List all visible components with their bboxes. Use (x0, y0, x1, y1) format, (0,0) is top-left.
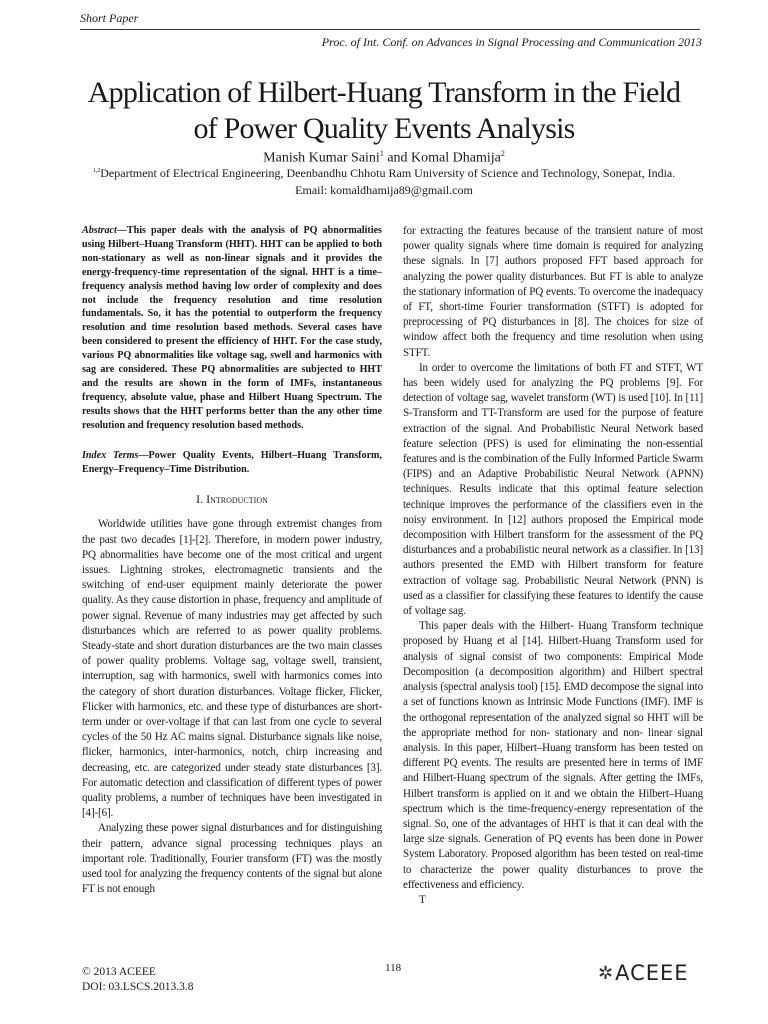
intro-paragraph-1: Worldwide utilities have gone through extremist changes from the past two decades [1]-[2]. Therefore, in modern power industry, PQ abnormalities have become one of the most critical and urgent issues. Lightning strokes, electromagnetic transients and the switching of end-user equipment mainly deteriorate the power quality. As they cause distortion in phase, frequency and amplitude of power signal. Revenue of many industries may get affected by such disturbances which are referred to as power quality problems. Steady-state and short duration disturbances are the two main classes of power quality problems. Voltage sag, voltage swell, transient, interruption, sag with harmonics, swell with harmonics comes into the category of short duration disturbances. Voltage flicker, Flicker, Flicker with harmonics, etc. and these type of disturbances are short-term under or over-voltage if that can last from one cycle to several cycles of the 50 Hz AC mains signal. Disturbance signals like noise, flicker, harmonics, inter-harmonics, notch, chirp increasing and decreasing, etc. are categorized under steady state disturbances [3]. For automatic detection and classification of different types of power quality problems, a number of techniques have been investigated in [4]-[6]. (82, 518, 382, 820)
section-heading-introduction: I. Introduction (196, 492, 268, 507)
index-terms-paragraph (82, 449, 382, 477)
author-1-sup: 1 (379, 149, 384, 158)
body-paragraph-2: In order to overcome the limitations of both FT and STFT, WT has been widely used for analyzing the PQ problems [9]. For detection of voltage sag, wavelet transform (WT) is used [10]. In [11] S-Transform and TT-Transform are used for the purpose of feature extraction of the signal. And Probabilistic Neural Network based feature selection (PFS) is used for eliminating the non-essential features and is the combination of the Fully Informed Particle Swarm (FIPS) and an Adaptive Probabilistic Neural Network (APNN) techniques. Results indicate that this optimal feature selection technique improves the performance of the classifiers even in the noisy environment. In [12] authors proposed the Empirical mode decomposition with Hilbert transform for the assessment of the PQ disturbances and a probabilistic neural network as a classifier. In [13] authors presented the EMD with Hilbert transform for feature extraction of voltage sag. Probabilistic Neural Network (PNN) is used as a classifier for classifying these features to identify the cause of voltage sag. (403, 361, 703, 618)
affiliation-sup: 1,2 (92, 168, 101, 174)
aceee-logo (598, 960, 689, 986)
aceee-star-icon: ✲ (598, 962, 614, 984)
title-line-1: Application of Hilbert-Huang Transform in the Field (87, 76, 681, 109)
doi-text: DOI: 03.LSCS.2013.3.8 (82, 981, 194, 993)
abstract-paragraph (82, 224, 382, 433)
header-label: Short Paper (80, 11, 139, 25)
left-column (82, 224, 382, 897)
affiliation-text: Department of Electrical Engineering, Deenbandhu Chhotu Ram University of Science and Technology, Sonepat, India. (100, 166, 676, 180)
aceee-logo-text: ACEEE (615, 961, 689, 985)
header-rule (80, 29, 700, 30)
author-joiner: and (383, 150, 412, 166)
right-column (403, 224, 703, 908)
title-line-2: of Power Quality Events Analysis (193, 112, 575, 145)
page-number: 118 (385, 962, 402, 974)
body-paragraph-continued: for extracting the features because of the transient nature of most power quality signals where time domain is required for analyzing these signals. In [7] authors proposed FFT based approach for analyzing the power quality disturbances. But FT is able to analyze the stationary information of PQ events. To overcome the inadequacy of FT, short-time Fourier transformation (STFT) is adopted for preprocessing of PQ disturbances in [8]. The choices for size of window affect both the frequency and time resolution when using STFT. (403, 225, 703, 359)
paper-title (40, 75, 728, 147)
index-terms-text: —Power Quality Events, Hilbert–Huang Transform, Energy–Frequency–Time Distribution. (82, 449, 382, 475)
copyright-text: © 2013 ACEEE (82, 966, 156, 978)
index-terms-lead: Index Terms (82, 449, 139, 461)
proceedings-line: Proc. of Int. Conf. on Advances in Signal Processing and Communication 2013 (321, 35, 702, 49)
body-paragraph-3: This paper deals with the Hilbert- Huang Transform technique proposed by Huang et al [14]. Hilbert-Huang Transform used for analysis of signal consist of two components: Empirical Mode Decomposition (a decomposition algorithm) and Hilbert spectral analysis (spectral analysis tool) [15]. EMD decompose the signal into a set of functions known as Intrinsic Mode Functions (IMF). IMF is the orthogonal representation of the analyzed signal so HHT will be the appropriate method for non- stationary and non- linear signal analysis. In this paper, Hilbert–Huang transform has been tested on different PQ events. The results are presented here in terms of IMF and Hilbert-Huang spectrum of the signals. After getting the IMFs, Hilbert transform is applied on it and we obtain the Hilbert–Huang spectrum which is the time-frequency-energy representation of the signal. So, one of the advantages of HHT is that it can deal with the large size signals. Generation of PQ events has been done in Power System Laboratory. Proposed algorithm has been tested on real-time to characterize the power quality disturbances to prove the effectiveness and efficiency. (403, 620, 703, 891)
abstract-text: —This paper deals with the analysis of PQ abnormalities using Hilbert–Huang Transform (HHT). HHT can be applied to both non-stationary as well as non-linear signals and it provides the energy-frequency-time representation of the signal. HHT is a time–frequency analysis method having low order of complexity and does not include the frequency resolution and time resolution fundamentals. So, it has the potential to outperform the frequency resolution and time resolution based methods. Several cases have been considered to present the efficiency of HHT. For the case study, various PQ abnormalities like voltage sag, swell and harmonics with sag are considered. These PQ abnormalities are subjected to HHT and the results are shown in the form of IMFs, instantaneous frequency, absolute value, phase and Hilbert Huang Spectrum. The results shows that the HHT performs better than the any other time resolution and frequency resolution based methods. (82, 225, 382, 431)
abstract-lead: Abstract (82, 225, 117, 236)
author-1: Manish Kumar Saini (263, 150, 380, 166)
email-line: Email: komaldhamija89@gmail.com (295, 183, 473, 197)
author-2-sup: 2 (500, 149, 505, 158)
affiliation-line (0, 166, 768, 181)
author-2: Komal Dhamija (411, 150, 501, 166)
authors-line (0, 149, 768, 167)
intro-paragraph-2: Analyzing these power signal disturbances and for distinguishing their pattern, advance signal processing techniques plays an important role. Traditionally, Fourier transform (FT) was the mostly used tool for analyzing the frequency contents of the signal but alone FT is not enough (82, 822, 382, 896)
body-dropcap-start: T (419, 893, 426, 906)
